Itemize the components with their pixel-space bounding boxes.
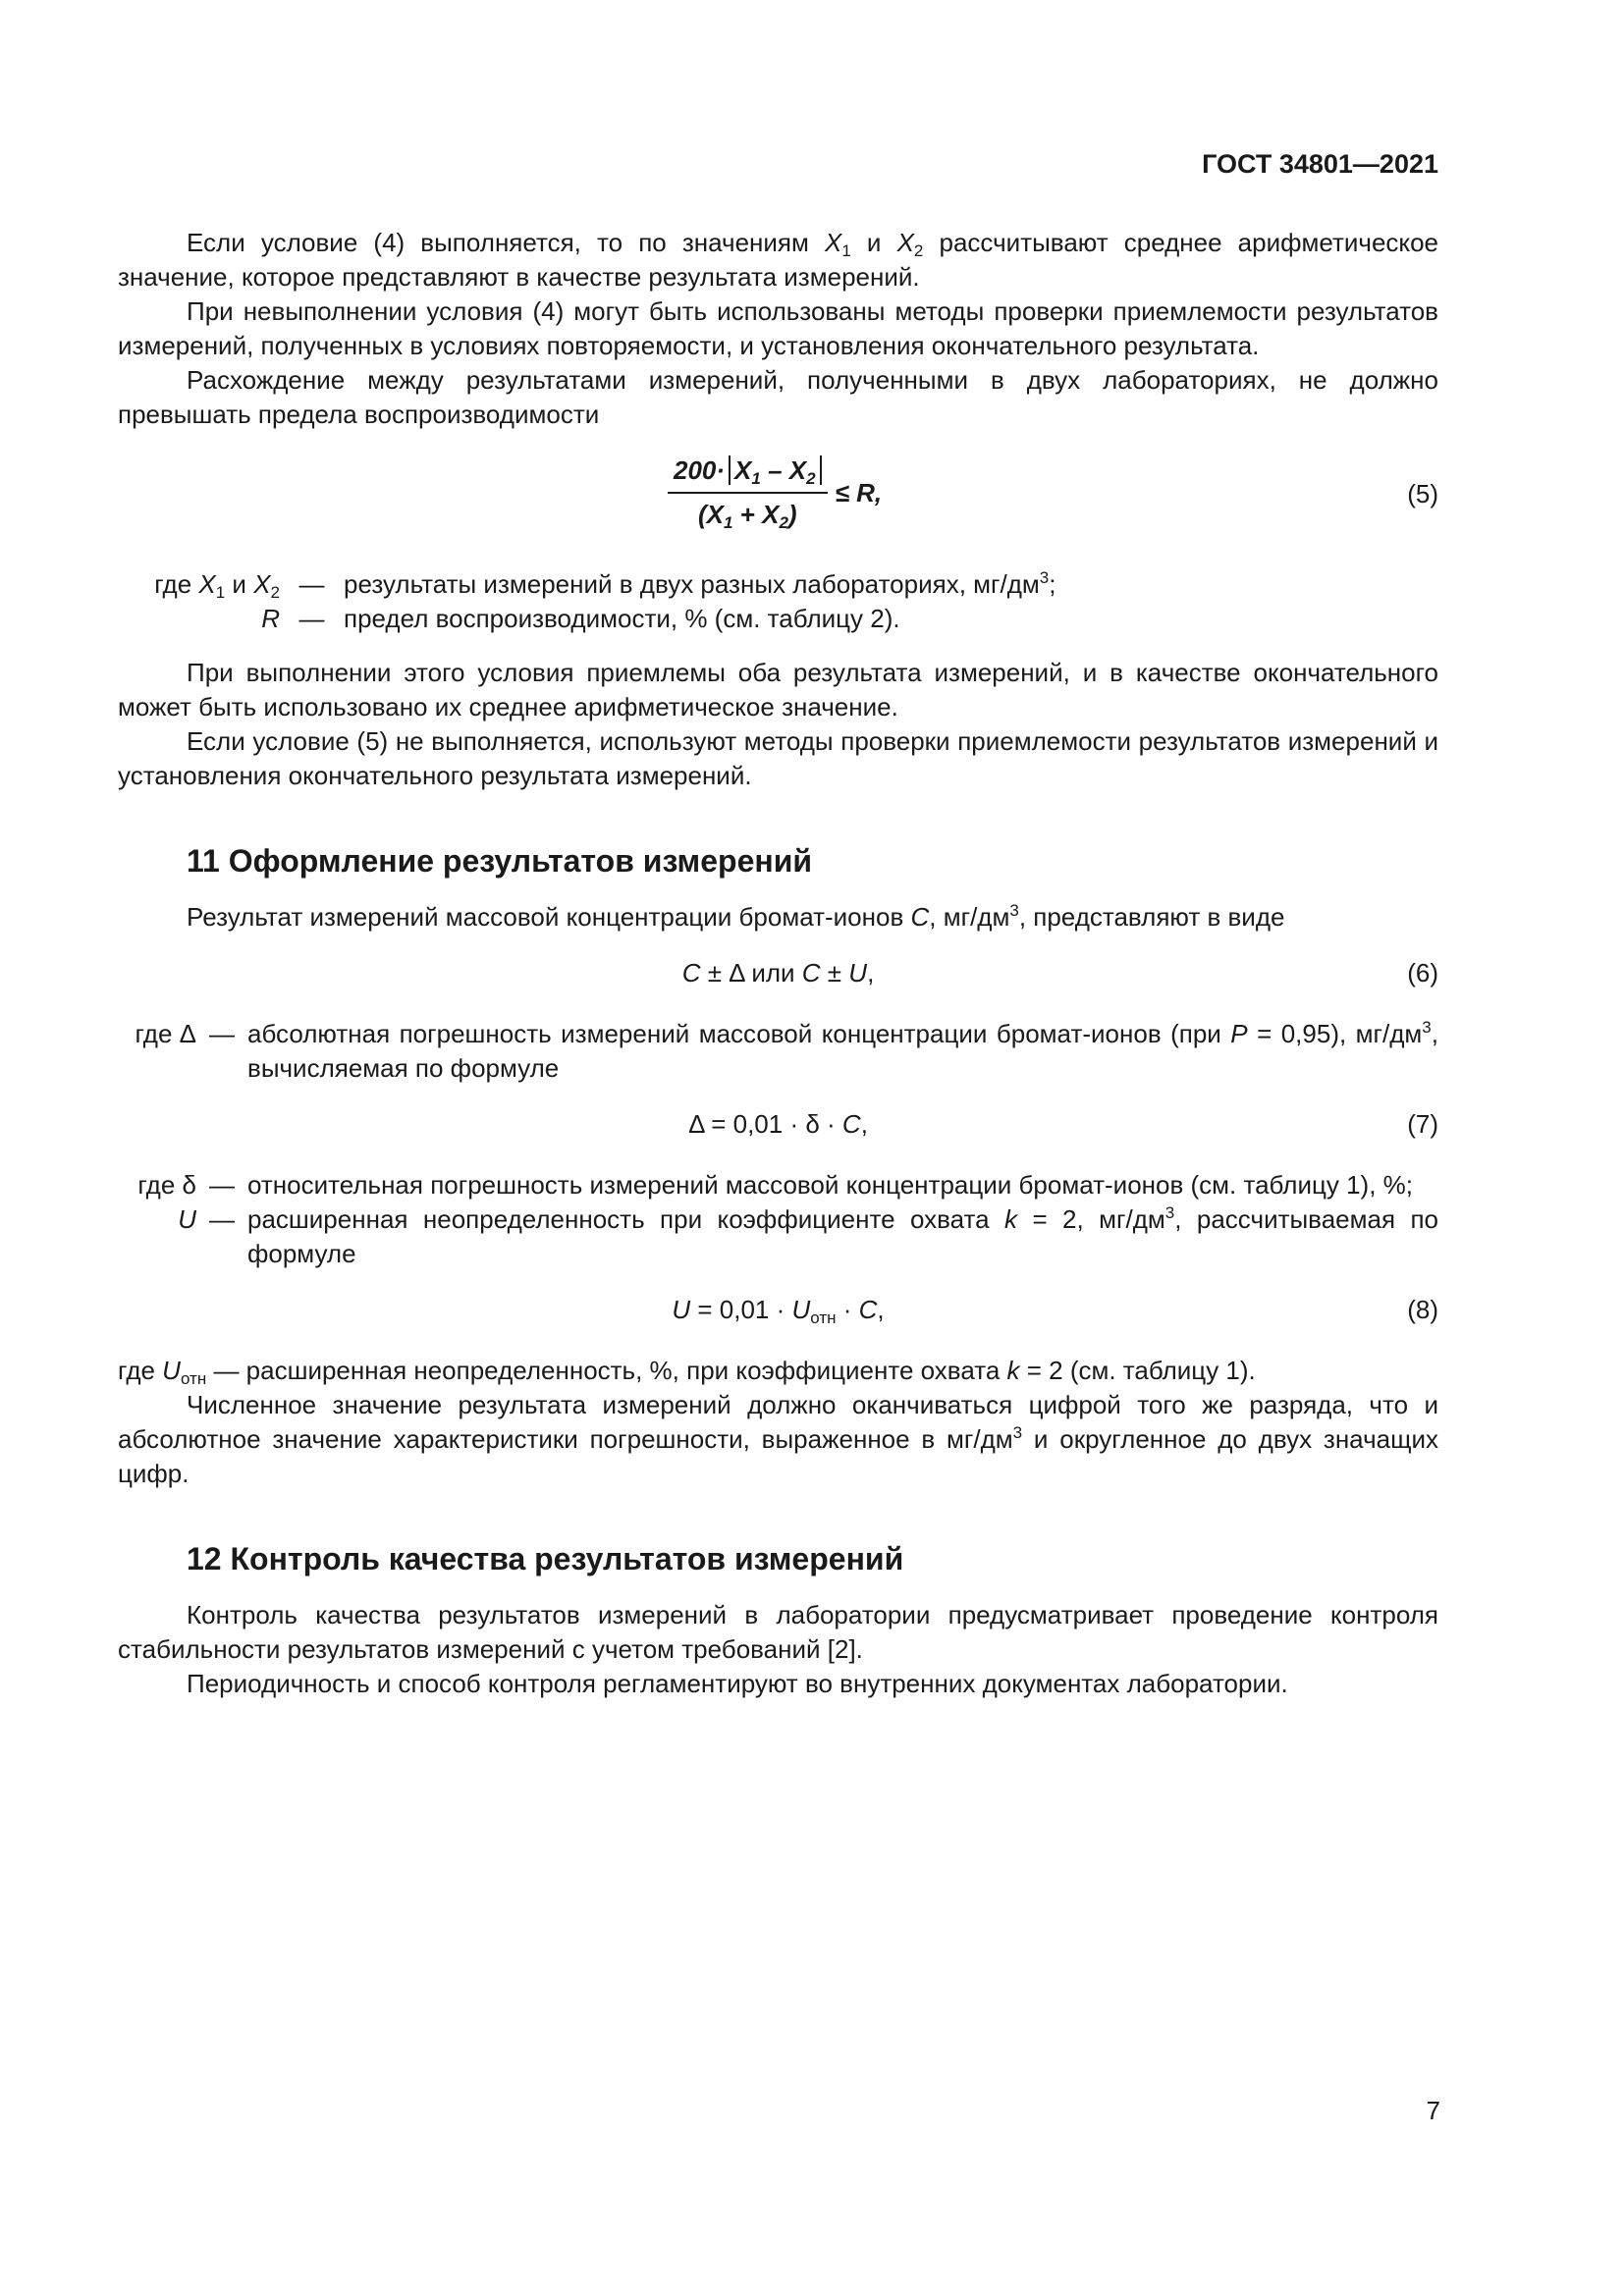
definition-desc: расширенная неопределенность при коэффициенте охвата k = 2, $мг/дм^3$, рассчитываемая по формуле [247,1203,1438,1268]
section-12-heading: 12 Контроль качества результатов измерений [187,1541,904,1576]
definitions-eq7 [118,1168,1438,1271]
paragraph-condition-4-fail: При невыполнении условия (4) могут быть использованы методы проверки приемлемости результатов измерений, полученных в условиях повторяемости, и установления окончательного результата. [118,296,1438,360]
paragraph-periodicity: Периодичность и способ контроля регламентируют во внутренних документах лаборатории. [187,1669,1288,1698]
equation-8-number: (8) [1407,1295,1438,1324]
document-id-header: ГОСТ 34801—2021 [1202,149,1438,179]
definition-term: где $X_1$ и $X_2$ [154,569,280,602]
definition-desc: предел воспроизводимости, % (см. таблицу 2). [344,604,900,633]
definition-u-rel: где $U_{отн}$ — расширенная неопределенность, %, при коэффициенте охвата k = 2 (см. таблицу 1). [118,1356,1256,1388]
definition-row: U — расширенная неопределенность при коэффициенте охвата k = 2, $мг/дм^3$, рассчитываемая по формуле [118,1202,1438,1271]
definitions-eq6 [118,1017,1438,1086]
paragraph-condition-5-fail: Если условие (5) не выполняется, используют методы проверки приемлемости результатов измерений и установления окончательного результата измерений. [118,726,1438,790]
paragraph-reproducibility: Расхождение между результатами измерений, полученными в двух лабораториях, не должно превышать предела воспроизводимости [118,365,1438,429]
equation-5-formula [668,444,882,542]
definition-term: где δ [137,1170,196,1200]
definition-desc: абсолютная погрешность измерений массовой концентрации бромат-ионов (при P = 0,95), $мг/дм^3$, вычисляемая по формуле [247,1018,1438,1083]
paragraph-condition-4: Если условие (4) выполняется, то по значениям $X_1$ и $X_2$ рассчитывают среднее арифметическое значение, которое представляют в качестве результата измерений. [118,228,1438,292]
section-11-heading: 11 Оформление результатов измерений [187,843,813,879]
equation-5-fraction [668,454,828,532]
equation-5-numerator: $200\cdot X_1 - X_2$ [668,454,828,494]
equation-5-number: (5) [1407,479,1438,508]
equation-7 [118,1097,1438,1156]
page-content [118,226,1438,1701]
page-number: 7 [1426,2096,1440,2125]
equation-7-number: (7) [1407,1109,1438,1139]
definition-row: где Δ — абсолютная погрешность измерений массовой концентрации бромат-ионов (при P = 0,95), $мг/дм^3$, вычисляемая по формуле [118,1017,1438,1086]
definition-row: где δ — относительная погрешность измерений массовой концентрации бромат-ионов (см. таблицу 1), %; [118,1168,1438,1202]
equation-5-inequality: ≤ R, [835,477,883,507]
equation-7-formula: Δ = 0,01 · δ · C, [688,1109,868,1139]
equation-6 [118,946,1438,1005]
paragraph-acceptable: При выполнении этого условия приемлемы оба результата измерений, и в качестве окончательного может быть использовано их среднее арифметическое значение. [118,658,1438,721]
definition-term: R [261,604,280,633]
paragraph-rounding: Численное значение результата измерений должно оканчиваться цифрой того же разряда, что и абсолютное значение характеристики погрешности, выраженное в $мг/дм^3$ и округленное до двух значащих цифр. [118,1390,1438,1488]
definitions-eq5 [118,567,1438,636]
equation-8 [118,1283,1438,1342]
definition-term: U [178,1204,196,1234]
definition-desc: относительная погрешность измерений массовой концентрации бромат-ионов (см. таблицу 1), %; [247,1170,1413,1200]
definition-row: R — предел воспроизводимости, % (см. таблицу 2). [118,602,1438,636]
equation-6-formula: C ± Δ или C ± U, [681,958,875,988]
definition-desc: результаты измерений в двух разных лабораториях, $мг/дм^3$; [344,568,1056,599]
equation-5 [118,444,1438,552]
definition-term: где Δ [135,1019,196,1048]
equation-8-formula: $U = 0,01 \cdot U_{отн} \cdot C$, [672,1295,885,1327]
equation-6-number: (6) [1407,958,1438,988]
paragraph-result-form: Результат измерений массовой концентрации бромат-ионов C, $мг/дм^3$, представляют в виде [187,901,1285,932]
equation-5-denominator: $(X_1 + X_2)$ [697,500,797,532]
paragraph-quality-control: Контроль качества результатов измерений в лаборатории предусматривает проведение контроля стабильности результатов измерений с учетом требований [2]. [118,1600,1438,1664]
definition-row: где $X_1$ и $X_2$ — результаты измерений в двух разных лабораториях, $мг/дм^3$; [118,567,1438,602]
